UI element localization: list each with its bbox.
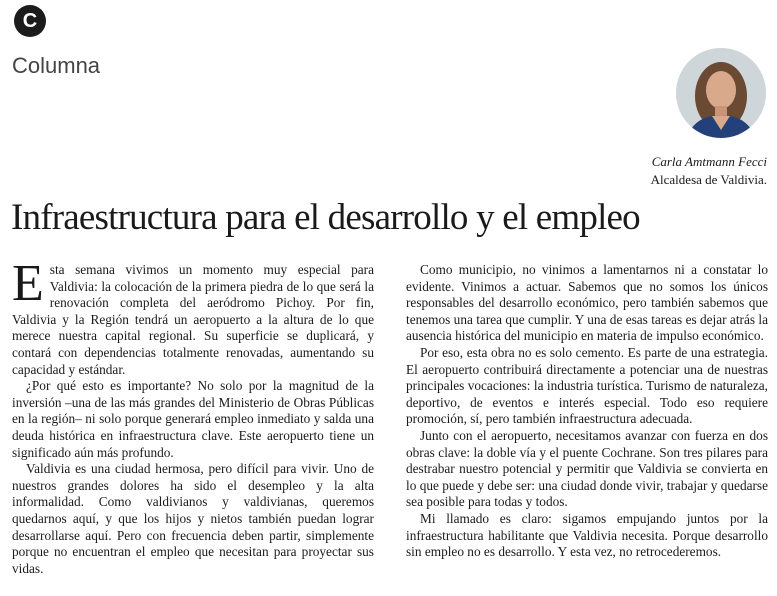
article-column-left xyxy=(12,255,374,577)
article-column-right xyxy=(406,262,768,561)
paragraph-1-text: sta semana vivimos un momento muy especial para Valdivia: la colocación de la primera piedra de lo que será la renovación completa del aeródromo Pichoy. Por fin, Valdivia y la Región tendrá un aeropuerto a la altura de lo que merece nuestra capital regional. Su superficie se duplicará, y contará con dependencias totalmente renovadas, aumentando su capacidad y estándar. xyxy=(12,262,374,377)
drop-cap: E xyxy=(12,255,44,312)
author-role: Alcaldesa de Valdivia. xyxy=(650,172,767,187)
headline: Infraestructura para el desarrollo y el empleo xyxy=(11,197,640,238)
section-badge: C xyxy=(14,5,46,37)
author-portrait-icon xyxy=(676,48,766,138)
section-label: Columna xyxy=(12,53,101,78)
paragraph-6: Junto con el aeropuerto, necesitamos avanzar con fuerza en dos obras clave: la doble vía y el puente Cochrane. Son tres pilares para destrabar nuestro potencial y permitir que Valdivia se convierta en lo que puede y debe ser: una ciudad donde vivir, trabajar y quedarse sea posible para todas y todos. xyxy=(406,427,768,510)
paragraph-3: Valdivia es una ciudad hermosa, pero difícil para vivir. Uno de nuestros grandes dolores ha sido el desempleo y la alta informalidad. Como valdivianos y valdivianas, queremos quedarnos aquí, y que los hijos y nietos también puedan lograr desarrollarse aquí. Pero con frecuencia deben partir, simplemente porque no encuentran el empleo que necesitan para proyectar sus vidas. xyxy=(12,461,374,576)
author-photo xyxy=(676,48,766,138)
paragraph-7: Mi llamado es claro: sigamos empujando juntos por la infraestructura habilitante que Valdivia necesita. Porque desarrollo sin empleo no es desarrollo. Y esta vez, no retrocederemos. xyxy=(406,510,768,560)
paragraph-2: ¿Por qué esto es importante? No solo por la magnitud de la inversión –una de las más grandes del Ministerio de Obras Públicas en la región– ni solo porque generará empleo inmediato y salda una deuda histórica en infraestructura clave. Este aeropuerto tiene un significado aún más profundo. xyxy=(12,378,374,460)
paragraph-4: Como municipio, no vinimos a lamentarnos ni a constatar lo evidente. Vinimos a actuar. Sabemos que no somos los únicos responsables del desarrollo económico, pero también sabemos que tenemos una tarea que cumplir. Y una de esas tareas es dejar atrás la ausencia histórica del municipio en materia de impulso económico. xyxy=(406,262,768,344)
author-name: Carla Amtmann Fecci xyxy=(651,154,767,169)
paragraph-5: Por eso, esta obra no es solo cemento. Es parte de una estrategia. El aeropuerto contribuirá directamente a potenciar una de nuestras principales vocaciones: la industria turística. Turismo de naturaleza, deportivo, de eventos e interés especial. Todo eso requiere promoción, sí, pero también infraestructura adecuada. xyxy=(406,344,768,427)
paragraph-1 xyxy=(12,255,374,378)
